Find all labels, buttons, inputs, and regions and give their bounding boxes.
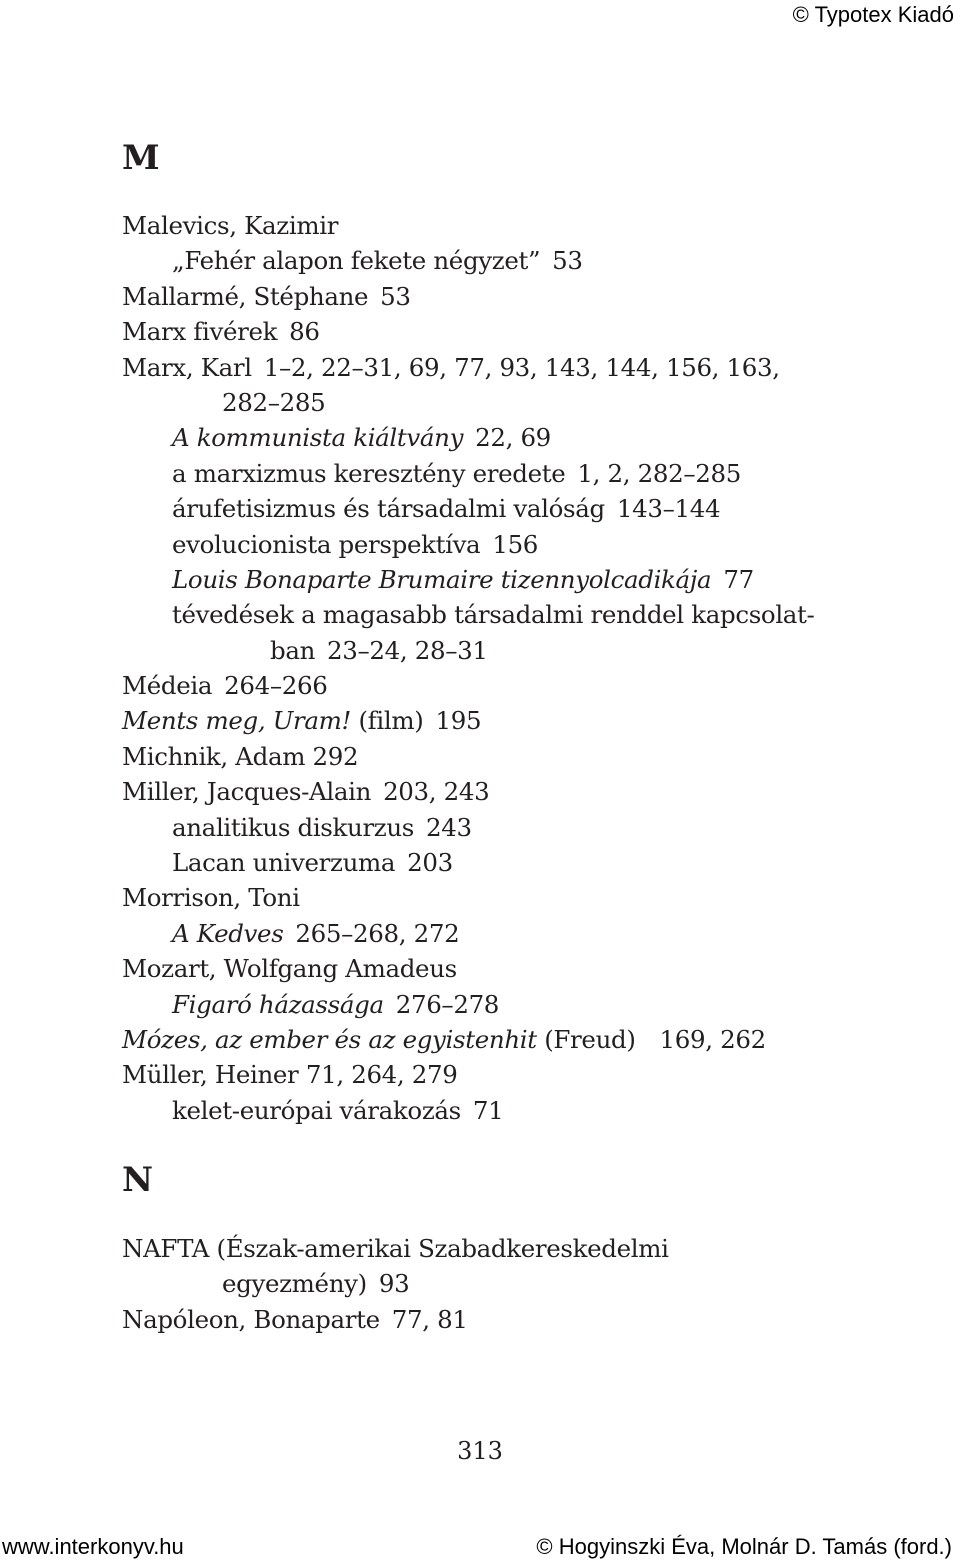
entry-term: evolucionista perspektíva: [172, 529, 481, 559]
entry-term: Malevics, Kazimir: [122, 211, 339, 240]
entry-pages: 1–2, 22–31, 69, 77, 93, 143, 144, 156, 163,: [263, 352, 780, 382]
index-subentry: [122, 243, 882, 278]
entry-pages: 276–278: [395, 989, 500, 1019]
entry-pages: 282–285: [222, 387, 326, 417]
entry-term: a marxizmus keresztény eredete: [172, 458, 566, 488]
index-entry: [122, 1057, 882, 1092]
entry-pages: 77: [723, 564, 754, 594]
entry-term: Marx fivérek: [122, 317, 278, 347]
entry-term: Mózes, az ember és az egyistenhit: [122, 1024, 537, 1054]
section-letter-m: M: [122, 138, 160, 178]
entry-pages: 264–266: [224, 671, 328, 701]
entry-pages: 77, 81: [391, 1304, 468, 1334]
entry-term: NAFTA (Észak-amerikai Szabadkereskedelmi: [122, 1234, 669, 1263]
index-continuation: [122, 1266, 882, 1301]
index-continuation: [122, 633, 882, 668]
index-subentry: [122, 597, 882, 632]
entry-pages: 243: [426, 812, 472, 842]
index-subentry: [122, 527, 882, 562]
entry-term: Figaró házassága: [172, 989, 384, 1019]
entry-pages: 86: [289, 317, 320, 347]
entry-pages: 203: [407, 848, 453, 878]
index-subentry: [122, 562, 882, 597]
index-entry: [122, 951, 882, 986]
index-subentry: [122, 845, 882, 880]
index-entry: [122, 668, 882, 703]
publisher-credit: © Typotex Kiadó: [792, 2, 954, 27]
index-entry: [122, 739, 882, 774]
entry-term: Louis Bonaparte Brumaire tizennyolcadikája: [172, 564, 712, 594]
entry-term: tévedések a magasabb társadalmi renddel kapcsolat-: [172, 600, 815, 630]
entry-term: Napóleon, Bonaparte: [122, 1304, 380, 1334]
index-entry: [122, 880, 882, 915]
index-entry: [122, 1231, 882, 1266]
entry-term: Lacan univerzuma: [172, 848, 396, 878]
index-entry: [122, 279, 882, 314]
entry-pages: 1, 2, 282–285: [577, 458, 741, 488]
entry-pages: 93: [378, 1269, 410, 1299]
section-letter-n: N: [122, 1160, 154, 1200]
index-subentry: [122, 456, 882, 491]
index-entry: [122, 703, 882, 738]
index-entry: [122, 1302, 882, 1337]
index-subentry: [122, 916, 882, 951]
entry-term: A kommunista kiáltvány: [172, 423, 464, 453]
entry-term: Morrison, Toni: [122, 883, 300, 913]
index-entry: [122, 1022, 882, 1057]
entry-term: Michnik, Adam 292: [122, 741, 359, 771]
entry-term: Ments meg, Uram!: [122, 706, 352, 736]
entry-term: egyezmény): [222, 1269, 367, 1299]
entry-pages: 265–268, 272: [295, 918, 460, 948]
entry-term: kelet-európai várakozás: [172, 1095, 461, 1125]
index-entry: [122, 350, 882, 385]
entry-pages: 143–144: [616, 494, 721, 524]
entry-pages: 156: [492, 529, 539, 559]
index-entry: [122, 314, 882, 349]
index-entry: [122, 208, 882, 243]
entry-term: árufetisizmus és társadalmi valóság: [172, 494, 605, 524]
entry-pages: 71: [472, 1095, 504, 1125]
index-entry: [122, 774, 882, 809]
translator-copyright: © Hogyinszki Éva, Molnár D. Tamás (ford.): [536, 1534, 952, 1559]
index-subentry: [122, 420, 882, 455]
index-subentry: [122, 1093, 882, 1128]
entry-pages: 169, 262: [659, 1024, 766, 1054]
entry-term: Médeia: [122, 671, 213, 701]
entry-pages: 53: [552, 246, 583, 276]
entry-pages: 22, 69: [475, 423, 551, 453]
index-subentry: [122, 810, 882, 845]
index-section-m: [122, 208, 882, 1128]
website-link[interactable]: www.interkonyv.hu: [2, 1534, 184, 1559]
index-subentry: [122, 491, 882, 526]
entry-term: Müller, Heiner 71, 264, 279: [122, 1060, 458, 1090]
entry-term: Marx, Karl: [122, 352, 252, 382]
entry-pages: 203, 243: [383, 777, 490, 807]
entry-term: „Fehér alapon fekete négyzet”: [172, 246, 541, 276]
entry-note: (film): [358, 706, 424, 736]
entry-term: Mallarmé, Stéphane: [122, 281, 369, 311]
entry-term: A Kedves: [172, 918, 284, 948]
entry-pages: 23–24, 28–31: [327, 635, 488, 665]
entry-term: Mozart, Wolfgang Amadeus: [122, 954, 457, 984]
entry-term: analitikus diskurzus: [172, 812, 415, 842]
index-section-n: [122, 1231, 882, 1337]
index-subentry: [122, 987, 882, 1022]
index-continuation: [122, 385, 882, 420]
page-number: 313: [457, 1437, 503, 1465]
entry-pages: 53: [380, 281, 411, 311]
entry-term: ban: [270, 635, 316, 665]
entry-note: (Freud): [544, 1024, 636, 1054]
entry-term: Miller, Jacques-Alain: [122, 777, 372, 807]
entry-pages: 195: [435, 706, 482, 736]
